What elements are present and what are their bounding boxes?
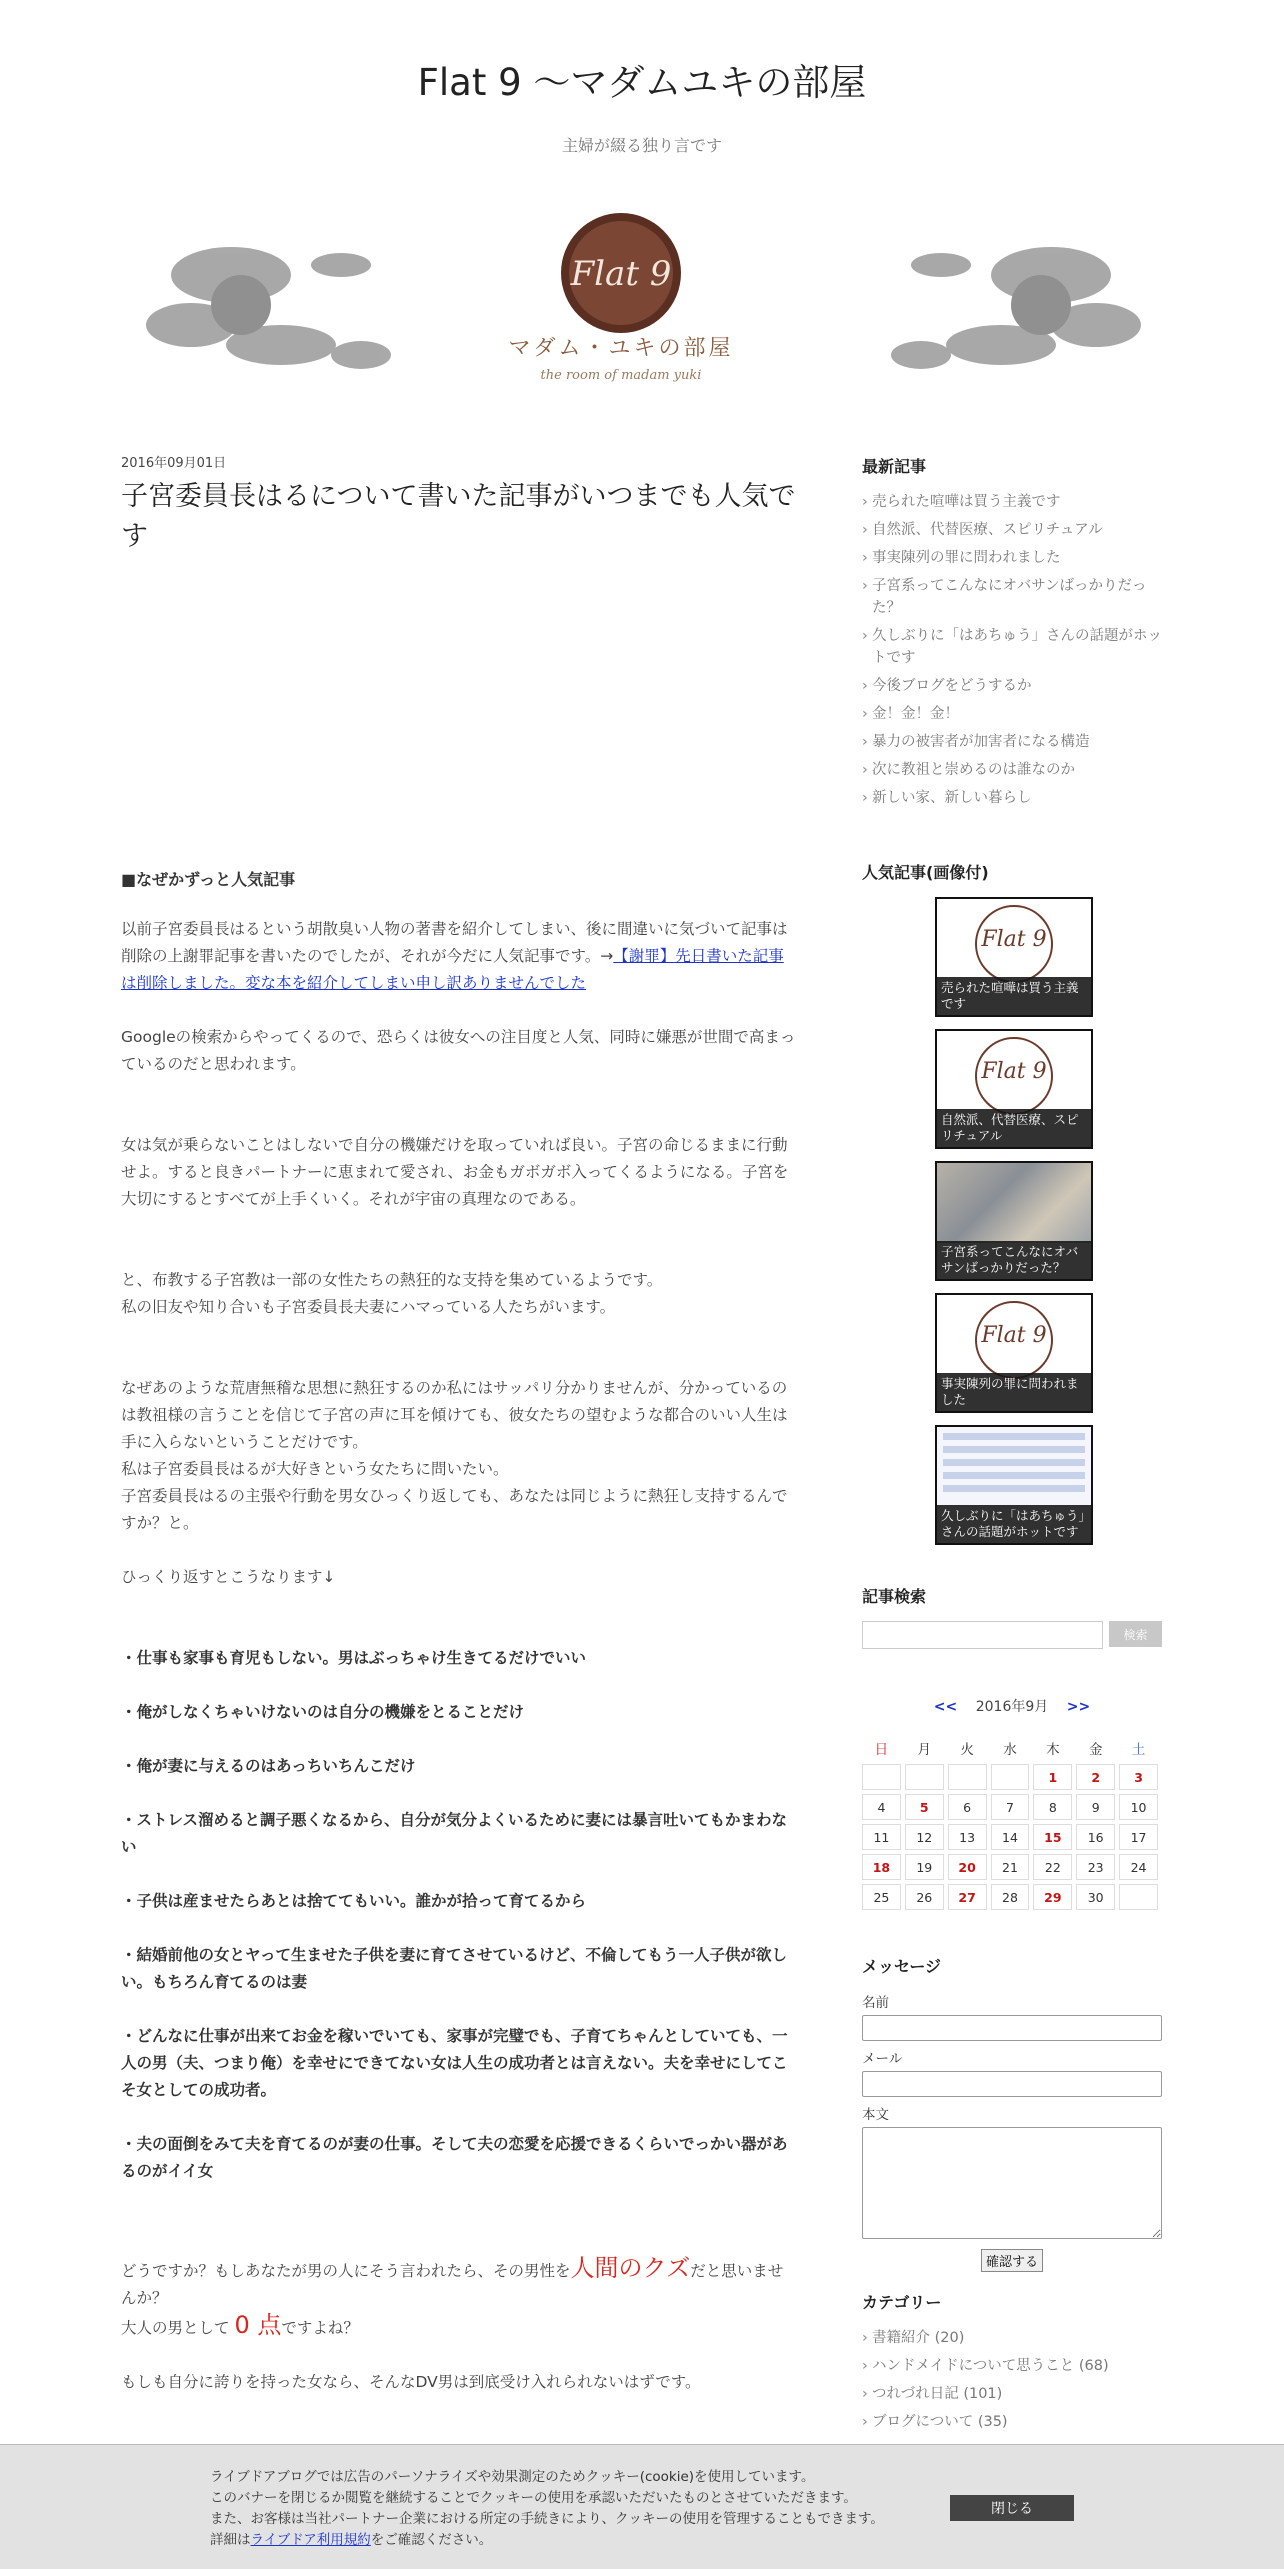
highlight-zero: 0 点 [234,2311,282,2339]
mail-label: メール [862,2051,903,2067]
calendar-day: 22 [1033,1854,1072,1880]
popular-title: 人気記事(画像付) [862,863,989,882]
calendar-day[interactable]: 2 [1076,1764,1115,1790]
categories [862,2290,1162,2439]
calendar-next-button[interactable]: >> [1066,1699,1091,1715]
popular-caption: 事実陳列の罪に問われました [937,1373,1091,1411]
weekday-header: 月 [917,1742,932,1758]
popular-caption: 自然派、代替医療、スピリチュアル [937,1109,1091,1147]
bullet-line: ・ストレス溜めると調子悪くなるから、自分が気分よくいるために妻には暴言吐いてもかまわない [121,1811,788,1856]
floral-right-icon [891,247,1141,369]
calendar-day [905,1764,944,1790]
calendar-week [862,1764,1158,1790]
bullet-line: ・結婚前他の女とヤって生ませた子供を妻に育てさせているけど、不倫してもう一人子供が欲しい。もちろん育てるのは妻 [121,1946,788,1991]
flat9-thumb-icon: Flat 9 [975,1301,1053,1379]
calendar-day: 21 [991,1854,1030,1880]
flat9-thumb-icon: Flat 9 [975,905,1053,983]
calendar-prev-button[interactable]: << [933,1699,958,1715]
calendar-day[interactable]: 5 [905,1794,944,1820]
bullet-line: ・子供は産ませたらあとは捨ててもいい。誰かが拾って育てるから [121,1892,587,1910]
calendar-day: 6 [948,1794,987,1820]
calendar-day[interactable]: 27 [948,1884,987,1910]
highlight-kuzu: 人間のクズ [570,2254,691,2282]
post-header [121,452,797,575]
weekday-header: 木 [1046,1742,1060,1758]
bullet-line: ・どんなに仕事が出来てお金を稼いでいても、家事が完璧でも、子育てちゃんとしていても、一人の男（夫、つまり俺）を幸せにできてない女は人生の成功者とは言えない。夫を幸せにしてこそ女としての成功者。 [121,2027,788,2099]
calendar-day: 26 [905,1884,944,1910]
recent-item[interactable]: › 自然派、代替医療、スピリチュアル [862,519,1162,541]
name-field[interactable] [862,2015,1162,2041]
weekday-header: 水 [1003,1742,1017,1758]
category-list [862,2327,1162,2433]
bullet-line: ・仕事も家事も育児もしない。男はぶっちゃけ生きてるだけでいい [121,1649,587,1667]
weekday-header: 土 [1131,1742,1146,1758]
paragraph-1: 以前子宮委員長はるという胡散臭い人物の著書を紹介してしまい、後に間違いに気づいて記事は削除の上謝罪記事を書いたのでしたが、それが今だに人気記事です。→【謝罪】先日書いた記事は削除しました。変な本を紹介してしまい申し訳ありませんでした [121,920,788,992]
calendar-day [1119,1884,1158,1910]
apology-article-link[interactable]: 【謝罪】先日書いた記事は削除しました。変な本を紹介してしまい申し訳ありませんでした [121,947,784,992]
post-body [121,866,797,2396]
flat9-thumb-icon: Flat 9 [975,1037,1053,1115]
calendar-day[interactable]: 1 [1033,1764,1072,1790]
post-title[interactable]: 子宮委員長はるについて書いた記事がいつまでも人気です [121,481,796,552]
cookie-text: ライブドアブログでは広告のパーソナライズや効果測定のためクッキー(cookie)を使用しています。 このバナーを閉じるか閲覧を継続することでクッキーの使用を承認いただいたものとさせていただきます。 また、お客様は当社パートナー企業における所定の手続きにより、クッキーの使用を管理することもできます。 詳細はライブドア利用規約をご確認ください。 [210,2469,884,2548]
calendar-day: 23 [1076,1854,1115,1880]
bullet-line: ・夫の面倒をみて夫を育てるのが妻の仕事。そして夫の恋愛を応援できるくらいでっかい器があるのがイイ女 [121,2135,788,2180]
recent-list [862,491,1162,809]
terms-link[interactable]: ライブドア利用規約 [250,2532,371,2548]
site-description: 主婦が綴る独り言です [561,136,722,155]
search-box [862,1584,1162,1649]
site-title[interactable]: Flat 9 〜マダムユキの部屋 [417,61,867,104]
calendar-day: 4 [862,1794,901,1820]
name-label: 名前 [862,1995,889,2011]
paragraph-5a: なぜあのような荒唐無稽な思想に熱狂するのか私にはサッパリ分かりませんが、分かっているのは教祖様の言うことを信じて子宮の声に耳を傾けても、彼女たちの望むような都合のいい人生は手に入らないということだけです。 [121,1379,788,1451]
recent-item[interactable]: › 暴力の被害者が加害者になる構造 [862,731,1162,753]
calendar-day[interactable]: 18 [862,1854,901,1880]
calendar-day: 12 [905,1824,944,1850]
calendar-day: 8 [1033,1794,1072,1820]
search-button[interactable]: 検索 [1109,1621,1162,1647]
floral-left-icon [146,247,391,369]
weekday-header: 日 [874,1742,889,1758]
calendar-week [862,1854,1158,1880]
weekday-header: 金 [1088,1742,1103,1758]
recent-item[interactable]: › 今後ブログをどうするか [862,675,1162,697]
calendar-day: 7 [991,1794,1030,1820]
flat9-logo-icon [561,213,681,333]
popular-posts [862,860,1162,1557]
paragraph-5c: 子宮委員長はるの主張や行動を男女ひっくり返しても、あなたは同じように熱狂し支持するんですか？と。 [121,1487,788,1532]
calendar-week [862,1884,1158,1910]
banner-name: マダム・ユキの部屋 [508,336,734,361]
recent-posts [862,454,1162,815]
calendar-day: 17 [1119,1824,1158,1850]
calendar-day: 13 [948,1824,987,1850]
banner-subtitle: the room of madam yuki [540,368,702,383]
screenshot-thumb-icon [937,1427,1091,1507]
calendar-day: 30 [1076,1884,1115,1910]
calendar-day: 10 [1119,1794,1158,1820]
question-2: 大人の男として 0 点ですよね？ [121,2311,359,2339]
calendar [862,1696,1162,1914]
paragraph-4a: と、布教する子宮教は一部の女性たちの熱狂的な支持を集めているようです。 [121,1271,663,1289]
calendar-day: 24 [1119,1854,1158,1880]
svg-text:Flat 9: Flat 9 [570,254,672,294]
message-textarea[interactable] [862,2127,1162,2239]
category-item[interactable]: › ブログについて (35) [862,2411,1162,2433]
recent-item[interactable]: › 次に教祖と崇めるのは誰なのか [862,759,1162,781]
question-1: どうですか？もしあなたが男の人にそう言われたら、その男性を人間のクズだと思いませんか？ [121,2254,784,2307]
header-banner [121,205,1163,397]
calendar-week [862,1824,1158,1850]
search-input[interactable] [862,1621,1103,1649]
category-item[interactable]: › 書籍紹介 (20) [862,2327,1162,2349]
paragraph-2: Googleの検索からやってくるので、恐らくは彼女への注目度と人気、同時に嫌悪が世間で高まっているのだと思われます。 [121,1028,796,1073]
popular-caption: 売られた喧嘩は買う主義です [937,977,1091,1015]
recent-item[interactable]: › 久しぶりに「はあちゅう」さんの話題がホットです [862,625,1162,669]
recent-item[interactable]: › 子宮系ってこんなにオバサンばっかりだった？ [862,575,1162,619]
calendar-day[interactable]: 3 [1119,1764,1158,1790]
paragraph-5b: 私は子宮委員長はるが大好きという女たちに問いたい。 [121,1460,509,1478]
popular-item[interactable] [935,897,1093,1017]
calendar-day: 16 [1076,1824,1115,1850]
popular-caption: 久しぶりに「はあちゅう」さんの話題がホットです [937,1505,1091,1543]
paragraph-3: 女は気が乗らないことはしないで自分の機嫌だけを取っていれば良い。子宮の命じるままに行動せよ。すると良きパートナーに恵まれて愛され、お金もガボガボ入ってくるようになる。子宮を大切にするとすべてが上手くいく。それが宇宙の真理なのである。 [121,1136,789,1208]
recent-item[interactable]: › 事実陳列の罪に問われました [862,547,1162,569]
post-date: 2016年09月01日 [121,456,227,471]
popular-item[interactable] [935,1029,1093,1149]
message-form [862,1954,1162,2272]
calendar-day: 11 [862,1824,901,1850]
calendar-day [948,1764,987,1790]
category-title: カテゴリー [862,2293,942,2312]
cookie-banner [0,2444,1284,2569]
calendar-table [858,1732,1162,1914]
popular-caption: 子宮系ってこんなにオバサンばっかりだった？ [937,1241,1091,1279]
calendar-day: 14 [991,1824,1030,1850]
popular-item[interactable] [935,1293,1093,1413]
section-heading: ■なぜかずっと人気記事 [121,870,296,889]
search-title: 記事検索 [862,1587,927,1606]
confirm-button[interactable]: 確認する [981,2249,1043,2272]
popular-item[interactable] [935,1161,1093,1281]
calendar-day[interactable]: 20 [948,1854,987,1880]
cookie-close-button[interactable]: 閉じる [950,2495,1074,2521]
photo-thumb-icon [937,1163,1091,1243]
bullet-line: ・俺が妻に与えるのはあっちいちんこだけ [121,1757,416,1775]
bullet-line: ・俺がしなくちゃいけないのは自分の機嫌をとることだけ [121,1703,525,1721]
message-title: メッセージ [862,1957,942,1976]
calendar-day [862,1764,901,1790]
calendar-month: 2016年9月 [975,1699,1049,1715]
calendar-day[interactable]: 15 [1033,1824,1072,1850]
calendar-day[interactable]: 29 [1033,1884,1072,1910]
last-paragraph: もしも自分に誇りを持った女なら、そんなDV男は到底受け入れられないはずです。 [121,2373,701,2391]
category-item[interactable]: › ハンドメイドについて思うこと (68) [862,2355,1162,2377]
recent-item[interactable]: › 売られた喧嘩は買う主義です [862,491,1162,513]
recent-item[interactable]: › 新しい家、新しい暮らし [862,787,1162,809]
paragraph-4b: 私の旧友や知り合いも子宮委員長夫妻にハマっている人たちがいます。 [121,1298,616,1316]
category-item[interactable]: › つれづれ日記 (101) [862,2383,1162,2405]
calendar-day [991,1764,1030,1790]
recent-item[interactable]: › 金！金！金！ [862,703,1162,725]
body-label: 本文 [862,2107,889,2123]
calendar-day: 28 [991,1884,1030,1910]
paragraph-6: ひっくり返すとこうなります↓ [121,1568,336,1586]
calendar-day: 19 [905,1854,944,1880]
weekday-header: 火 [960,1742,974,1758]
popular-item[interactable] [935,1425,1093,1545]
calendar-day: 9 [1076,1794,1115,1820]
calendar-week [862,1794,1158,1820]
calendar-day: 25 [862,1884,901,1910]
mail-field[interactable] [862,2071,1162,2097]
recent-title: 最新記事 [862,457,927,476]
